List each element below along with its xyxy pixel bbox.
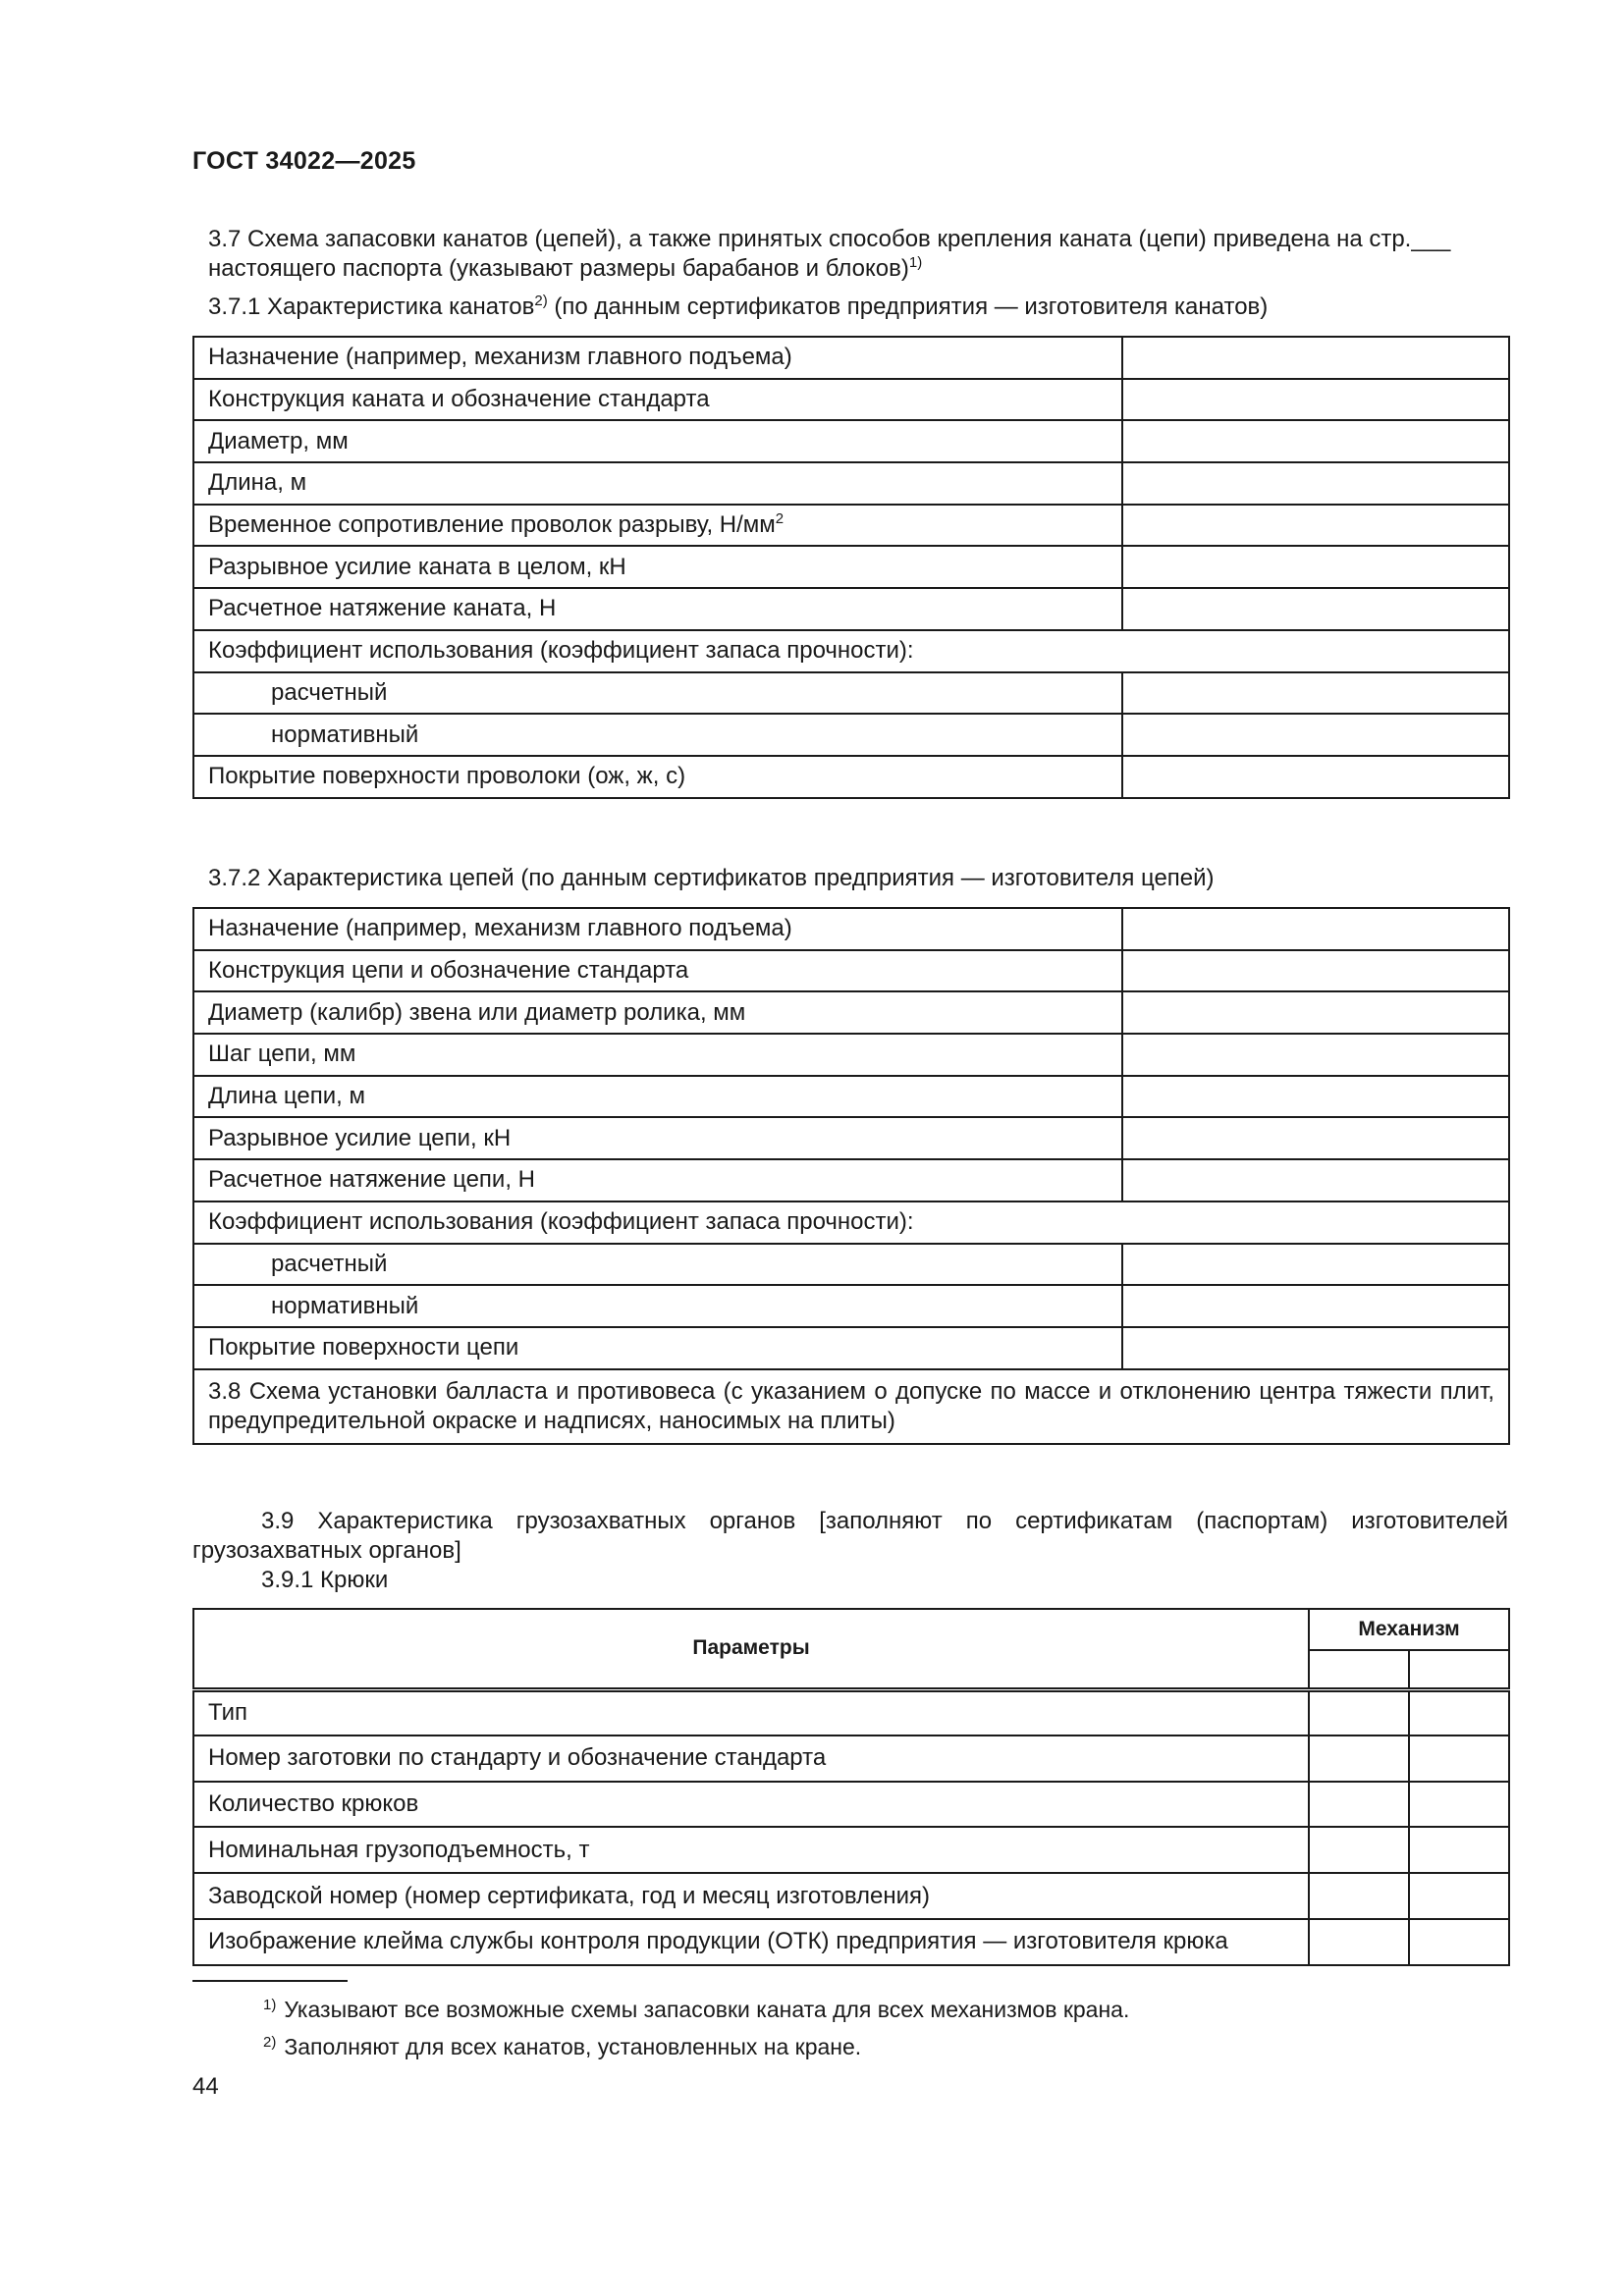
value-cell[interactable] <box>1122 462 1509 505</box>
table-row <box>193 379 1509 421</box>
value-cell[interactable] <box>1122 337 1509 379</box>
value-cell[interactable] <box>1409 1919 1509 1965</box>
footnote-1 <box>263 1996 1129 2023</box>
table-row <box>193 1159 1509 1201</box>
column-header-mechanism: Механизм <box>1309 1609 1509 1650</box>
value-cell[interactable] <box>1409 1873 1509 1919</box>
row-label: нормативный <box>193 714 1122 756</box>
row-label: Конструкция цепи и обозначение стандарта <box>193 950 1122 992</box>
row-label-span: Коэффициент использования (коэффициент запаса прочности): <box>193 630 1509 672</box>
table-row <box>193 462 1509 505</box>
heading-part-1: 3.7.1 Характеристика канатов <box>208 294 535 320</box>
row-label-span: Коэффициент использования (коэффициент запаса прочности): <box>193 1201 1509 1244</box>
row-label: Количество крюков <box>193 1782 1309 1828</box>
value-cell[interactable] <box>1309 1689 1409 1735</box>
table-row <box>193 1201 1509 1244</box>
row-label: Разрывное усилие каната в целом, кН <box>193 546 1122 588</box>
row-label <box>193 505 1122 547</box>
row-label: Длина цепи, м <box>193 1076 1122 1118</box>
row-label: расчетный <box>193 672 1122 715</box>
value-cell[interactable] <box>1122 1327 1509 1369</box>
table-row <box>193 1689 1509 1735</box>
row-label: Заводской номер (номер сертификата, год и месяц изготовления) <box>193 1873 1309 1919</box>
value-cell[interactable] <box>1309 1782 1409 1828</box>
table-row <box>193 714 1509 756</box>
footnote-ref-1: 1) <box>908 254 923 271</box>
table-row <box>193 588 1509 630</box>
row-label: расчетный <box>193 1244 1122 1286</box>
section-3-9-text: 3.9 Характеристика грузозахватных органов [заполняют по сертификатам (паспортам) изготовителей грузозахватных органов] <box>192 1508 1508 1564</box>
section-3-7-text <box>208 225 1508 284</box>
chains-table <box>192 907 1510 1445</box>
page-number: 44 <box>192 2073 219 2100</box>
value-cell[interactable] <box>1309 1827 1409 1873</box>
row-label-text: Временное сопротивление проволок разрыву, Н/мм <box>208 511 776 539</box>
row-label: Назначение (например, механизм главного подъема) <box>193 337 1122 379</box>
value-cell[interactable] <box>1122 1285 1509 1327</box>
hooks-table <box>192 1608 1510 1966</box>
row-label: Длина, м <box>193 462 1122 505</box>
mechanism-subheader-cell[interactable] <box>1409 1650 1509 1689</box>
mechanism-subheader-cell[interactable] <box>1309 1650 1409 1689</box>
row-label: Расчетное натяжение цепи, Н <box>193 1159 1122 1201</box>
table-row <box>193 1919 1509 1965</box>
table-row <box>193 505 1509 547</box>
value-cell[interactable] <box>1122 1159 1509 1201</box>
value-cell[interactable] <box>1122 1076 1509 1118</box>
table-row <box>193 1285 1509 1327</box>
value-cell[interactable] <box>1122 546 1509 588</box>
column-header-parameters: Параметры <box>193 1609 1309 1689</box>
row-label: Покрытие поверхности проволоки (ож, ж, с) <box>193 756 1122 798</box>
table-row <box>193 1327 1509 1369</box>
footnote-divider <box>192 1980 348 1982</box>
value-cell[interactable] <box>1122 1244 1509 1286</box>
table-row <box>193 630 1509 672</box>
value-cell[interactable] <box>1122 714 1509 756</box>
table-row <box>193 1827 1509 1873</box>
row-label: Разрывное усилие цепи, кН <box>193 1117 1122 1159</box>
table-row <box>193 1244 1509 1286</box>
superscript: 2 <box>775 510 785 528</box>
table-row <box>193 1076 1509 1118</box>
table-row <box>193 950 1509 992</box>
table-row <box>193 672 1509 715</box>
table-row <box>193 420 1509 462</box>
table-header-row <box>193 1609 1509 1650</box>
value-cell[interactable] <box>1309 1735 1409 1782</box>
table-row <box>193 1117 1509 1159</box>
document-title: ГОСТ 34022—2025 <box>192 147 416 175</box>
footnote-ref-2: 2) <box>534 293 548 309</box>
table-row <box>193 991 1509 1034</box>
value-cell[interactable] <box>1309 1919 1409 1965</box>
row-label: Изображение клейма службы контроля продукции (ОТК) предприятия — изготовителя крюка <box>193 1919 1309 1965</box>
value-cell[interactable] <box>1122 950 1509 992</box>
section-3-9-1-heading: 3.9.1 Крюки <box>261 1567 389 1593</box>
value-cell[interactable] <box>1122 420 1509 462</box>
row-label: Шаг цепи, мм <box>193 1034 1122 1076</box>
table-row <box>193 1735 1509 1782</box>
value-cell[interactable] <box>1409 1735 1509 1782</box>
table-row <box>193 908 1509 950</box>
footnote-text: Заполняют для всех канатов, установленных на кране. <box>284 2034 862 2059</box>
value-cell[interactable] <box>1122 1117 1509 1159</box>
value-cell[interactable] <box>1122 505 1509 547</box>
row-label: Назначение (например, механизм главного подъема) <box>193 908 1122 950</box>
table-row <box>193 1782 1509 1828</box>
table-row <box>193 1873 1509 1919</box>
table-row <box>193 337 1509 379</box>
row-label: Расчетное натяжение каната, Н <box>193 588 1122 630</box>
value-cell[interactable] <box>1409 1827 1509 1873</box>
ropes-table <box>192 336 1510 799</box>
row-label: Тип <box>193 1689 1309 1735</box>
table-row <box>193 546 1509 588</box>
table-row <box>193 1369 1509 1444</box>
row-label: Конструкция каната и обозначение стандарта <box>193 379 1122 421</box>
footnote-2 <box>263 2033 861 2060</box>
value-cell[interactable] <box>1122 991 1509 1034</box>
row-label: Покрытие поверхности цепи <box>193 1327 1122 1369</box>
row-label: Диаметр, мм <box>193 420 1122 462</box>
footnote-text: Указывают все возможные схемы запасовки каната для всех механизмов крана. <box>284 1997 1130 2022</box>
value-cell[interactable] <box>1122 588 1509 630</box>
value-cell[interactable] <box>1122 1034 1509 1076</box>
footnote-marker: 1) <box>263 1997 277 2013</box>
value-cell[interactable] <box>1409 1689 1509 1735</box>
ballast-row: 3.8 Схема установки балласта и противовеса (с указанием о допуске по массе и отклонению центра тяжести плит, предупредительной окраске и надписях, наносимых на плиты) <box>193 1369 1509 1444</box>
row-label: нормативный <box>193 1285 1122 1327</box>
value-cell[interactable] <box>1122 756 1509 798</box>
value-cell[interactable] <box>1122 379 1509 421</box>
table-row <box>193 756 1509 798</box>
footnote-marker: 2) <box>263 2034 277 2051</box>
row-label: Номер заготовки по стандарту и обозначение стандарта <box>193 1735 1309 1782</box>
section-3-7-body: 3.7 Схема запасовки канатов (цепей), а также принятых способов крепления каната (цепи) приведена на стр.___ настоящего паспорта (указывают размеры барабанов и блоков) <box>208 226 1451 282</box>
value-cell[interactable] <box>1122 908 1509 950</box>
section-3-7-2-heading: 3.7.2 Характеристика цепей (по данным сертификатов предприятия — изготовителя цепей) <box>208 865 1215 891</box>
section-3-7-1-heading <box>208 293 1508 322</box>
row-label: Диаметр (калибр) звена или диаметр ролика, мм <box>193 991 1122 1034</box>
value-cell[interactable] <box>1409 1782 1509 1828</box>
value-cell[interactable] <box>1309 1873 1409 1919</box>
heading-part-2: (по данным сертификатов предприятия — изготовителя канатов) <box>547 294 1269 320</box>
table-row <box>193 1034 1509 1076</box>
row-label: Номинальная грузоподъемность, т <box>193 1827 1309 1873</box>
value-cell[interactable] <box>1122 672 1509 715</box>
